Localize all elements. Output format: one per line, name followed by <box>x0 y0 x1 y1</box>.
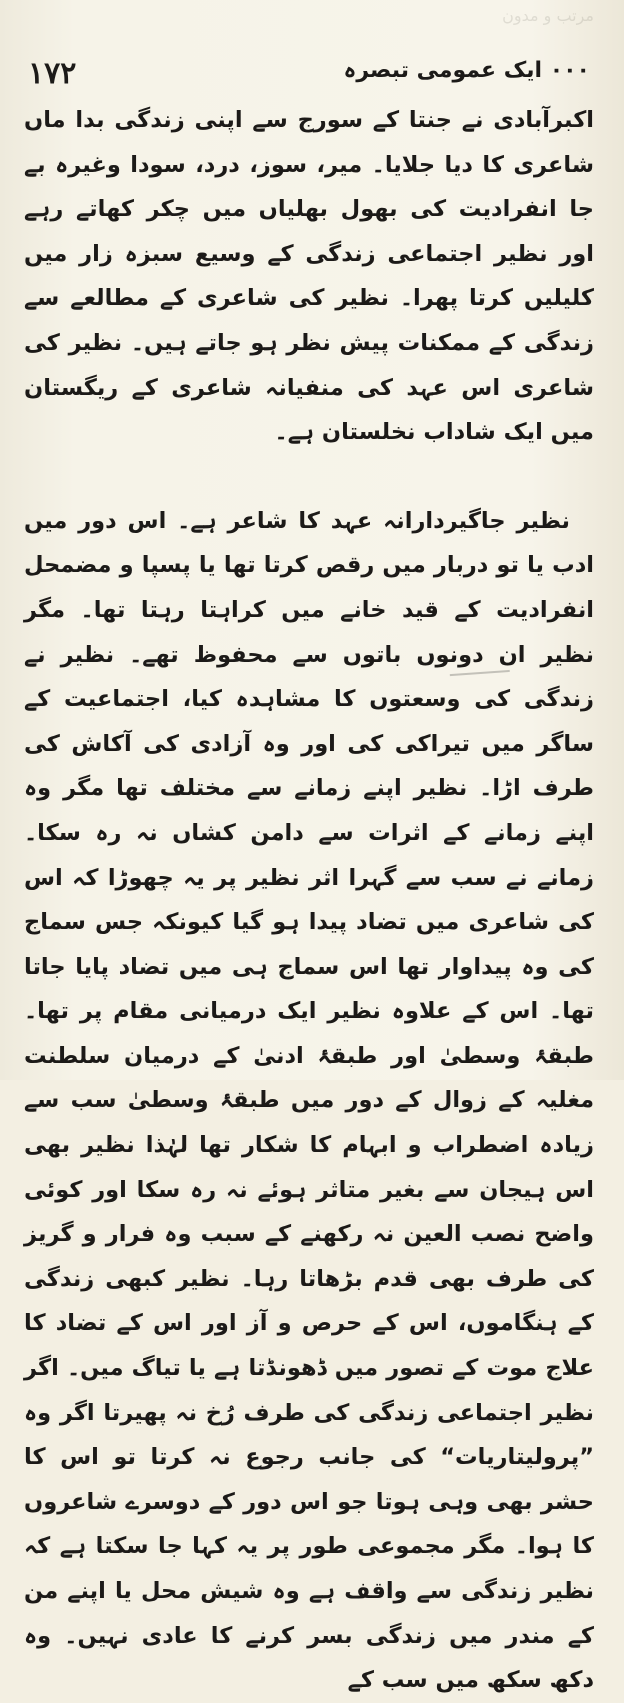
running-title: ۰۰۰ ایک عمومی تبصرہ <box>343 58 590 83</box>
page-number: ۱۷۲ <box>28 56 77 91</box>
bleed-through-text: مرتب و مدون <box>502 6 594 25</box>
body-text <box>24 98 594 1703</box>
paragraph-1: اکبرآبادی نے جنتا کے سورج سے اپنی زندگی بدا ماں شاعری کا دیا جلایا۔ میر، سوز، درد، سودا وغیرہ بے جا انفرادیت کی بھول بھلیاں میں چکر کھاتے رہے اور نظیر اجتماعی زندگی کے وسیع سبزہ زار میں کلیلیں کرتا پھرا۔ نظیر کی شاعری کے مطالعے سے زندگی کے ممکنات پیش نظر ہو جاتے ہیں۔ نظیر کی شاعری اس عہد کی منفیانہ شاعری کے ریگستان میں ایک شاداب نخلستان ہے۔ <box>24 107 594 446</box>
page-header <box>28 56 590 96</box>
paragraph-2: نظیر جاگیردارانہ عہد کا شاعر ہے۔ اس دور میں ادب یا تو دربار میں رقص کرتا تھا یا پسپا و مضمحل انفرادیت کے قید خانے میں کراہتا رہتا تھا۔ مگر نظیر ان دونوں باتوں سے محفوظ تھے۔ نظیر نے زندگی کی وسعتوں کا مشاہدہ کیا، اجتماعیت کے ساگر میں تیراکی کی اور وہ آزادی کی آکاش کی طرف اڑا۔ نظیر اپنے زمانے سے مختلف تھا مگر وہ اپنے زمانے کے اثرات سے دامن کشاں نہ رہ سکا۔ زمانے نے سب سے گہرا اثر نظیر پر یہ چھوڑا کہ اس کی شاعری میں تضاد پیدا ہو گیا کیونکہ جس سماج کی وہ پیداوار تھا اس سماج ہی میں تضاد پایا جاتا تھا۔ اس کے علاوہ نظیر ایک درمیانی مقام پر تھا۔ طبقۂ وسطیٰ اور طبقۂ ادنیٰ کے درمیان سلطنت مغلیہ کے زوال کے دور میں طبقۂ وسطیٰ سب سے زیادہ اضطراب و ابہام کا شکار تھا لہٰذا نظیر بھی اس ہیجان سے بغیر متاثر ہوئے نہ رہ سکا اور کوئی واضح نصب العین نہ رکھنے کے سبب وہ فرار و گریز کی طرف بھی قدم بڑھاتا رہا۔ نظیر کبھی زندگی کے ہنگاموں، اس کے حرص و آز اور اس کے تضاد کا علاج موت کے تصور میں ڈھونڈتا ہے یا تیاگ میں۔ اگر نظیر اجتماعی زندگی کی طرف رُخ نہ پھیرتا اگر وہ ”پرولیتاریات“ کی جانب رجوع نہ کرتا تو اس کا حشر بھی وہی ہوتا جو اس دور کے دوسرے شاعروں کا ہوا۔ مگر مجموعی طور پر یہ کہا جا سکتا ہے کہ نظیر زندگی سے واقف ہے وہ شیش محل یا اپنے من کے مندر میں زندگی بسر کرنے کا عادی نہیں۔ وہ دکھ سکھ میں سب کے <box>24 507 594 1694</box>
